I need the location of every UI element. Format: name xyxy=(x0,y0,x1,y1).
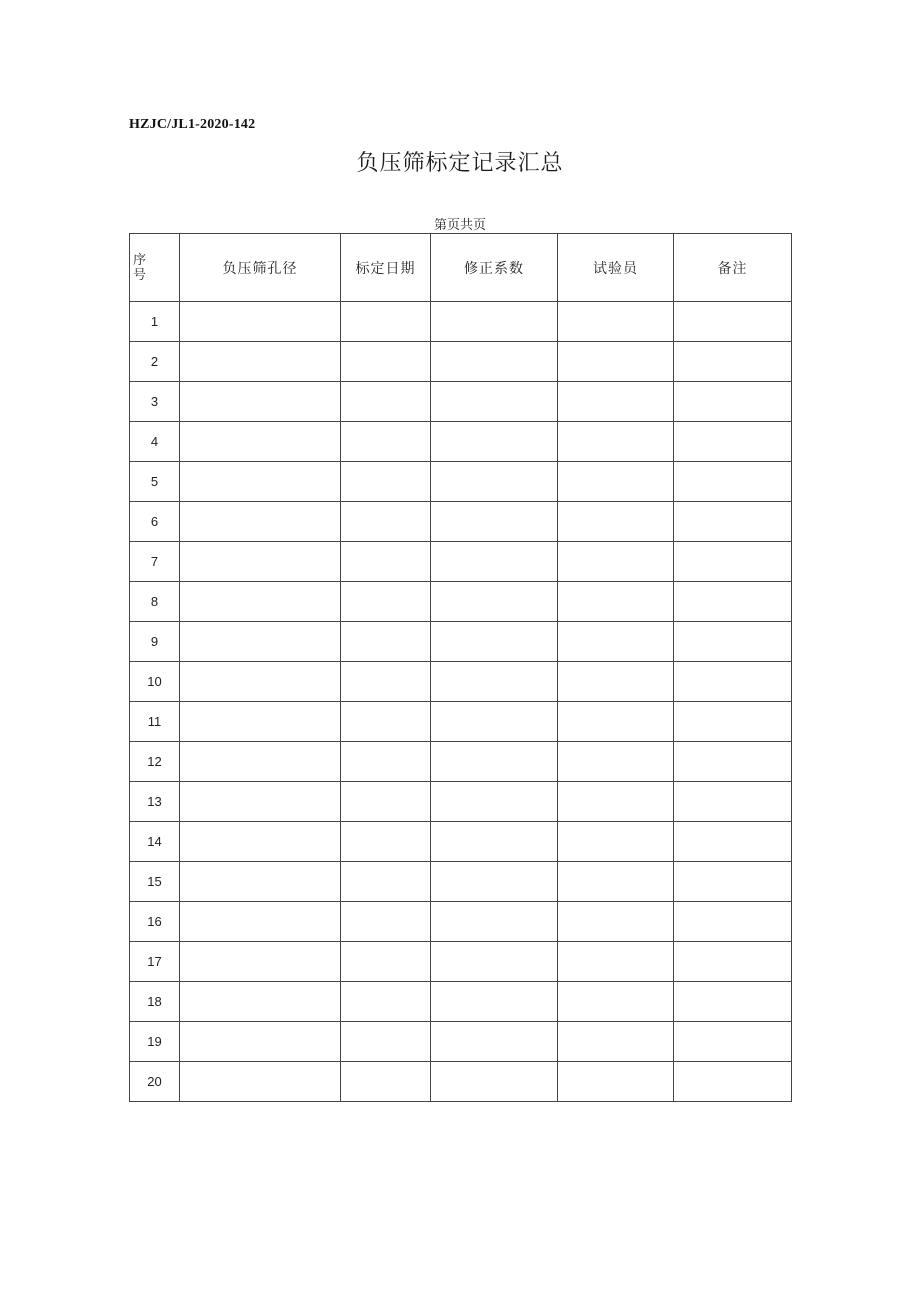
cell-sieve-aperture[interactable] xyxy=(180,942,341,982)
cell-remarks[interactable] xyxy=(674,862,792,902)
table-row xyxy=(130,382,792,422)
cell-tester[interactable] xyxy=(558,702,674,742)
cell-calibration-date[interactable] xyxy=(341,542,431,582)
cell-sieve-aperture[interactable] xyxy=(180,622,341,662)
cell-serial-number: 9 xyxy=(130,622,180,662)
header-calibration-date: 标定日期 xyxy=(341,234,431,302)
cell-tester[interactable] xyxy=(558,582,674,622)
cell-serial-number: 1 xyxy=(130,302,180,342)
cell-tester[interactable] xyxy=(558,742,674,782)
cell-remarks[interactable] xyxy=(674,462,792,502)
record-table xyxy=(129,233,792,1102)
cell-serial-number: 3 xyxy=(130,382,180,422)
cell-remarks[interactable] xyxy=(674,542,792,582)
cell-correction-factor[interactable] xyxy=(431,862,558,902)
header-serial-number: 序号 xyxy=(130,234,180,302)
cell-calibration-date[interactable] xyxy=(341,982,431,1022)
cell-sieve-aperture[interactable] xyxy=(180,542,341,582)
cell-calibration-date[interactable] xyxy=(341,302,431,342)
cell-calibration-date[interactable] xyxy=(341,782,431,822)
cell-correction-factor[interactable] xyxy=(431,902,558,942)
table-row xyxy=(130,582,792,622)
header-correction-factor: 修正系数 xyxy=(431,234,558,302)
cell-serial-number: 4 xyxy=(130,422,180,462)
table-row xyxy=(130,502,792,542)
header-sieve-aperture: 负压筛孔径 xyxy=(180,234,341,302)
cell-remarks[interactable] xyxy=(674,742,792,782)
cell-remarks[interactable] xyxy=(674,782,792,822)
table-row xyxy=(130,342,792,382)
cell-remarks[interactable] xyxy=(674,382,792,422)
table-row xyxy=(130,622,792,662)
header-tester: 试验员 xyxy=(558,234,674,302)
cell-sieve-aperture[interactable] xyxy=(180,462,341,502)
cell-tester[interactable] xyxy=(558,622,674,662)
cell-sieve-aperture[interactable] xyxy=(180,742,341,782)
cell-serial-number: 7 xyxy=(130,542,180,582)
cell-sieve-aperture[interactable] xyxy=(180,662,341,702)
cell-serial-number: 5 xyxy=(130,462,180,502)
cell-sieve-aperture[interactable] xyxy=(180,422,341,462)
document-code: HZJC/JL1-2020-142 xyxy=(129,117,256,132)
cell-serial-number: 14 xyxy=(130,822,180,862)
cell-calibration-date[interactable] xyxy=(341,342,431,382)
cell-tester[interactable] xyxy=(558,1062,674,1102)
cell-serial-number: 15 xyxy=(130,862,180,902)
cell-remarks[interactable] xyxy=(674,902,792,942)
cell-calibration-date[interactable] xyxy=(341,422,431,462)
cell-remarks[interactable] xyxy=(674,822,792,862)
table-row xyxy=(130,782,792,822)
cell-correction-factor[interactable] xyxy=(431,942,558,982)
cell-correction-factor[interactable] xyxy=(431,622,558,662)
cell-remarks[interactable] xyxy=(674,982,792,1022)
cell-serial-number: 11 xyxy=(130,702,180,742)
cell-remarks[interactable] xyxy=(674,1062,792,1102)
cell-tester[interactable] xyxy=(558,782,674,822)
cell-correction-factor[interactable] xyxy=(431,662,558,702)
cell-serial-number: 6 xyxy=(130,502,180,542)
cell-tester[interactable] xyxy=(558,342,674,382)
cell-tester[interactable] xyxy=(558,502,674,542)
table-header xyxy=(130,234,792,302)
cell-sieve-aperture[interactable] xyxy=(180,982,341,1022)
cell-calibration-date[interactable] xyxy=(341,382,431,422)
cell-calibration-date[interactable] xyxy=(341,942,431,982)
table-row xyxy=(130,902,792,942)
cell-correction-factor[interactable] xyxy=(431,742,558,782)
cell-sieve-aperture[interactable] xyxy=(180,382,341,422)
cell-serial-number: 10 xyxy=(130,662,180,702)
cell-correction-factor[interactable] xyxy=(431,582,558,622)
cell-tester[interactable] xyxy=(558,302,674,342)
cell-serial-number: 2 xyxy=(130,342,180,382)
cell-serial-number: 8 xyxy=(130,582,180,622)
cell-sieve-aperture[interactable] xyxy=(180,1022,341,1062)
cell-correction-factor[interactable] xyxy=(431,822,558,862)
cell-correction-factor[interactable] xyxy=(431,422,558,462)
cell-sieve-aperture[interactable] xyxy=(180,822,341,862)
cell-calibration-date[interactable] xyxy=(341,662,431,702)
cell-calibration-date[interactable] xyxy=(341,462,431,502)
cell-calibration-date[interactable] xyxy=(341,822,431,862)
table-row xyxy=(130,462,792,502)
cell-correction-factor[interactable] xyxy=(431,982,558,1022)
cell-correction-factor[interactable] xyxy=(431,382,558,422)
cell-remarks[interactable] xyxy=(674,702,792,742)
cell-correction-factor[interactable] xyxy=(431,1022,558,1062)
table-row xyxy=(130,742,792,782)
cell-sieve-aperture[interactable] xyxy=(180,582,341,622)
cell-tester[interactable] xyxy=(558,982,674,1022)
cell-sieve-aperture[interactable] xyxy=(180,302,341,342)
table-row xyxy=(130,862,792,902)
document-title: 负压筛标定记录汇总 xyxy=(356,151,564,176)
cell-correction-factor[interactable] xyxy=(431,342,558,382)
table-body xyxy=(130,302,792,1102)
cell-remarks[interactable] xyxy=(674,302,792,342)
cell-calibration-date[interactable] xyxy=(341,622,431,662)
cell-tester[interactable] xyxy=(558,942,674,982)
page-info: 第页共页 xyxy=(433,218,486,233)
table-row xyxy=(130,702,792,742)
cell-remarks[interactable] xyxy=(674,342,792,382)
header-row xyxy=(130,234,792,302)
cell-calibration-date[interactable] xyxy=(341,502,431,542)
cell-sieve-aperture[interactable] xyxy=(180,502,341,542)
cell-remarks[interactable] xyxy=(674,1022,792,1062)
cell-sieve-aperture[interactable] xyxy=(180,782,341,822)
cell-tester[interactable] xyxy=(558,382,674,422)
cell-correction-factor[interactable] xyxy=(431,782,558,822)
cell-serial-number: 17 xyxy=(130,942,180,982)
cell-calibration-date[interactable] xyxy=(341,702,431,742)
cell-tester[interactable] xyxy=(558,462,674,502)
cell-tester[interactable] xyxy=(558,902,674,942)
cell-sieve-aperture[interactable] xyxy=(180,342,341,382)
cell-correction-factor[interactable] xyxy=(431,302,558,342)
cell-tester[interactable] xyxy=(558,862,674,902)
cell-serial-number: 19 xyxy=(130,1022,180,1062)
table-row xyxy=(130,982,792,1022)
cell-serial-number: 16 xyxy=(130,902,180,942)
cell-sieve-aperture[interactable] xyxy=(180,702,341,742)
cell-remarks[interactable] xyxy=(674,662,792,702)
cell-calibration-date[interactable] xyxy=(341,862,431,902)
cell-calibration-date[interactable] xyxy=(341,902,431,942)
cell-tester[interactable] xyxy=(558,422,674,462)
cell-correction-factor[interactable] xyxy=(431,502,558,542)
cell-calibration-date[interactable] xyxy=(341,742,431,782)
cell-tester[interactable] xyxy=(558,662,674,702)
table-row xyxy=(130,662,792,702)
table-row xyxy=(130,542,792,582)
cell-remarks[interactable] xyxy=(674,622,792,662)
cell-correction-factor[interactable] xyxy=(431,462,558,502)
table-row xyxy=(130,942,792,982)
header-remarks: 备注 xyxy=(674,234,792,302)
cell-serial-number: 20 xyxy=(130,1062,180,1102)
table-row xyxy=(130,422,792,462)
cell-tester[interactable] xyxy=(558,542,674,582)
cell-sieve-aperture[interactable] xyxy=(180,862,341,902)
cell-calibration-date[interactable] xyxy=(341,1022,431,1062)
cell-tester[interactable] xyxy=(558,822,674,862)
cell-calibration-date[interactable] xyxy=(341,582,431,622)
cell-correction-factor[interactable] xyxy=(431,702,558,742)
table-row xyxy=(130,1022,792,1062)
table-row xyxy=(130,302,792,342)
table-row xyxy=(130,1062,792,1102)
cell-sieve-aperture[interactable] xyxy=(180,902,341,942)
cell-remarks[interactable] xyxy=(674,942,792,982)
cell-remarks[interactable] xyxy=(674,582,792,622)
cell-correction-factor[interactable] xyxy=(431,1062,558,1102)
cell-sieve-aperture[interactable] xyxy=(180,1062,341,1102)
cell-remarks[interactable] xyxy=(674,422,792,462)
cell-calibration-date[interactable] xyxy=(341,1062,431,1102)
cell-remarks[interactable] xyxy=(674,502,792,542)
cell-serial-number: 13 xyxy=(130,782,180,822)
table-row xyxy=(130,822,792,862)
cell-correction-factor[interactable] xyxy=(431,542,558,582)
cell-tester[interactable] xyxy=(558,1022,674,1062)
cell-serial-number: 12 xyxy=(130,742,180,782)
cell-serial-number: 18 xyxy=(130,982,180,1022)
